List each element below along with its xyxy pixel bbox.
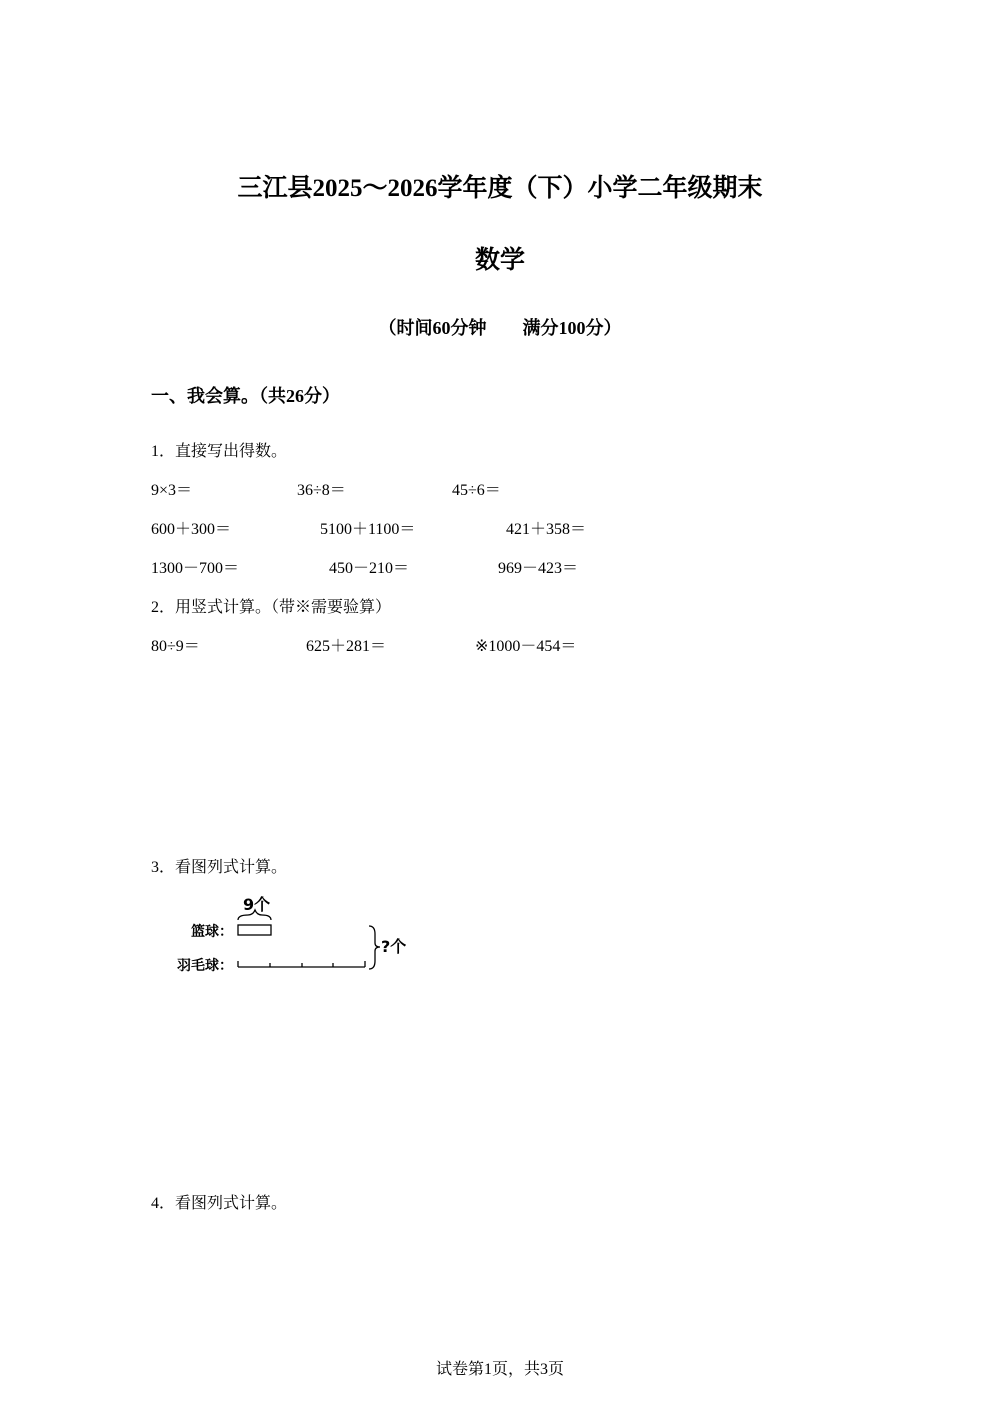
basketball-segment xyxy=(238,925,271,935)
calc-item: 969－423＝ xyxy=(498,560,579,577)
question-1-label: 1．直接写出得数。 xyxy=(151,443,288,460)
exam-info xyxy=(0,314,1000,340)
score-label: 满分100分） xyxy=(522,318,622,338)
question-2-label: 2．用竖式计算。（带※需要验算） xyxy=(151,599,392,616)
subject-title: 数学 xyxy=(474,247,525,274)
line-diagram xyxy=(175,890,415,980)
calc-item: 9×3＝ xyxy=(151,482,193,499)
calc-item: 45÷6＝ xyxy=(452,482,501,499)
time-label: （时间60分钟 xyxy=(378,318,487,338)
badminton-label: 羽毛球： xyxy=(177,958,233,974)
calc-item: 36÷8＝ xyxy=(297,482,346,499)
exam-title: 三江县2025～2026学年度（下）小学二年级期末 xyxy=(237,175,763,202)
calc-item: 5100＋1100＝ xyxy=(320,521,416,538)
section-heading: 一、我会算。（共26分） xyxy=(151,386,340,406)
right-brace xyxy=(369,926,380,969)
question-3-label: 3．看图列式计算。 xyxy=(151,859,288,876)
calc-item: 1300－700＝ xyxy=(151,560,240,577)
basketball-label: 篮球： xyxy=(191,924,233,940)
question-count-label: ?个 xyxy=(381,937,407,956)
calc-item: 600＋300＝ xyxy=(151,521,232,538)
vertical-calc-item: 625＋281＝ xyxy=(306,638,387,655)
question-4-label: 4．看图列式计算。 xyxy=(151,1195,288,1212)
calc-item: 421＋358＝ xyxy=(506,521,587,538)
vertical-calc-item: ※1000－454＝ xyxy=(475,638,577,655)
top-count-label: 9个 xyxy=(243,895,271,914)
calc-item: 450－210＝ xyxy=(329,560,410,577)
page-footer: 试卷第1页，共3页 xyxy=(435,1361,564,1378)
vertical-calc-item: 80÷9＝ xyxy=(151,638,200,655)
